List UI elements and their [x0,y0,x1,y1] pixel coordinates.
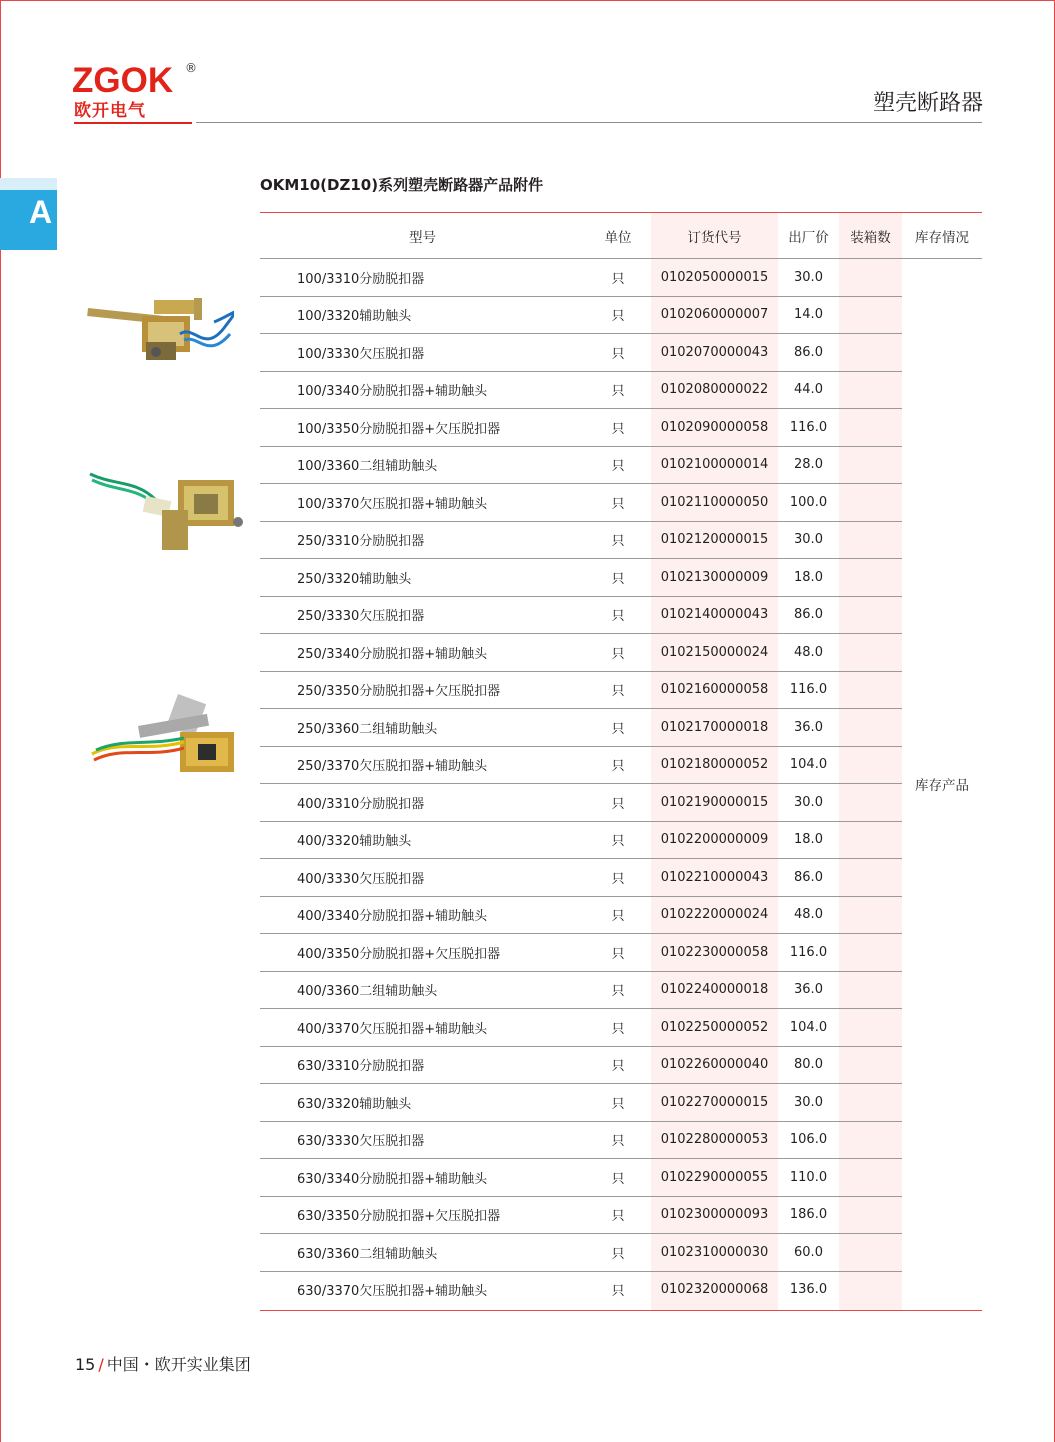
model-cell: 250/3310分励脱扣器 [260,521,585,559]
parts-table [260,213,982,1308]
packing-cell [839,371,902,409]
price-cell: 86.0 [778,596,839,634]
page-frame-top [0,0,1055,1]
table-bottom-rule [260,1310,982,1311]
column-header-model: 型号 [260,213,585,259]
unit-cell: 只 [585,409,651,447]
undervoltage-release-image [86,466,246,556]
table-row [260,1159,982,1197]
unit-cell: 只 [585,596,651,634]
packing-cell [839,1234,902,1272]
unit-cell: 只 [611,1284,625,1300]
price-cell: 18.0 [778,821,839,859]
price-cell: 186.0 [778,1196,839,1234]
table-row [260,484,982,522]
price-cell: 136.0 [789,1282,828,1298]
packing-cell [839,559,902,597]
order-code-cell: 0102220000024 [651,896,778,934]
model-cell: 100/3330欠压脱扣器 [260,334,585,372]
packing-cell [839,409,902,447]
order-code-cell: 0102140000043 [651,596,778,634]
model-cell: 400/3360二组辅助触头 [260,971,585,1009]
order-code-cell: 0102250000052 [651,1009,778,1047]
brand-name: ZGOK [72,61,174,100]
order-code-cell: 0102180000052 [651,746,778,784]
order-code-cell: 0102320000068 [660,1282,769,1298]
model-cell: 630/3310分励脱扣器 [260,1046,585,1084]
unit-cell: 只 [585,484,651,522]
table-row [260,671,982,709]
order-code-cell: 0102050000015 [651,259,778,297]
table-row [260,409,982,447]
brand-logo [72,61,197,124]
model-cell: 100/3350分励脱扣器+欠压脱扣器 [260,409,585,447]
model-cell: 630/3370欠压脱扣器+辅助触头 [297,1284,488,1300]
section-title: OKM10(DZ10)系列塑壳断路器产品附件 [260,176,544,194]
logo-underline [74,122,192,124]
model-cell: 400/3370欠压脱扣器+辅助触头 [260,1009,585,1047]
price-cell: 30.0 [778,259,839,297]
price-cell: 80.0 [778,1046,839,1084]
packing-cell [839,446,902,484]
packing-cell [839,1121,902,1159]
price-cell: 30.0 [778,1084,839,1122]
unit-cell: 只 [585,559,651,597]
model-cell: 400/3350分励脱扣器+欠压脱扣器 [260,934,585,972]
model-cell: 250/3370欠压脱扣器+辅助触头 [260,746,585,784]
footer-separator: / [98,1355,104,1374]
order-code-cell: 0102110000050 [651,484,778,522]
unit-cell: 只 [585,296,651,334]
unit-cell: 只 [585,334,651,372]
model-cell: 250/3320辅助触头 [260,559,585,597]
order-code-cell: 0102060000007 [651,296,778,334]
model-cell: 100/3360二组辅助触头 [260,446,585,484]
model-cell: 630/3360二组辅助触头 [260,1234,585,1272]
order-code-cell: 0102190000015 [651,784,778,822]
unit-cell: 只 [585,634,651,672]
packing-cell [839,259,902,297]
brand-name-cn: 欧开电气 [74,101,146,121]
price-cell: 36.0 [778,709,839,747]
model-cell: 100/3320辅助触头 [260,296,585,334]
model-cell: 630/3340分励脱扣器+辅助触头 [260,1159,585,1197]
packing-cell [839,334,902,372]
table-row [260,259,982,297]
model-cell: 630/3350分励脱扣器+欠压脱扣器 [260,1196,585,1234]
price-cell: 48.0 [778,634,839,672]
table-row [260,596,982,634]
model-cell: 250/3350分励脱扣器+欠压脱扣器 [260,671,585,709]
table-row [260,896,982,934]
unit-cell: 只 [585,934,651,972]
unit-cell: 只 [585,1234,651,1272]
price-cell: 116.0 [778,409,839,447]
price-cell: 86.0 [778,859,839,897]
column-header-stock: 库存情况 [902,213,982,259]
price-cell: 116.0 [778,671,839,709]
unit-cell: 只 [585,1046,651,1084]
table-row [260,859,982,897]
shunt-release-image [84,294,234,376]
table-row [260,371,982,409]
price-cell: 28.0 [778,446,839,484]
price-cell: 30.0 [778,521,839,559]
packing-cell [839,859,902,897]
order-code-cell: 0102200000009 [651,821,778,859]
column-header-packing: 装箱数 [839,213,902,259]
table-row [260,1084,982,1122]
unit-cell: 只 [585,1009,651,1047]
unit-cell: 只 [585,821,651,859]
table-row [260,1234,982,1272]
column-header-price: 出厂价 [778,213,839,259]
packing-cell [839,484,902,522]
order-code-cell: 0102240000018 [651,971,778,1009]
order-code-cell: 0102090000058 [651,409,778,447]
unit-cell: 只 [585,746,651,784]
packing-cell [839,784,902,822]
page-number: 15 [75,1355,96,1374]
table-row [260,521,982,559]
packing-cell [839,821,902,859]
table-row [260,1271,982,1308]
order-code-cell: 0102280000053 [651,1121,778,1159]
order-code-cell: 0102080000022 [651,371,778,409]
unit-cell: 只 [585,1084,651,1122]
price-cell: 104.0 [778,746,839,784]
model-cell: 100/3370欠压脱扣器+辅助触头 [260,484,585,522]
order-code-cell: 0102290000055 [651,1159,778,1197]
model-cell: 400/3310分励脱扣器 [260,784,585,822]
column-header-unit: 单位 [585,213,651,259]
packing-cell [839,1084,902,1122]
column-header-order-code: 订货代号 [651,213,778,259]
packing-cell [839,1271,902,1308]
packing-cell [839,1046,902,1084]
price-cell: 106.0 [778,1121,839,1159]
price-cell: 44.0 [778,371,839,409]
order-code-cell: 0102120000015 [651,521,778,559]
packing-cell [839,746,902,784]
table-row [260,709,982,747]
packing-cell [839,934,902,972]
price-cell: 14.0 [778,296,839,334]
order-code-cell: 0102310000030 [651,1234,778,1272]
price-cell: 86.0 [778,334,839,372]
price-cell: 110.0 [778,1159,839,1197]
unit-cell: 只 [585,784,651,822]
page-footer [75,1352,251,1375]
model-cell: 400/3340分励脱扣器+辅助触头 [260,896,585,934]
order-code-cell: 0102070000043 [651,334,778,372]
table-row [260,1196,982,1234]
table-row [260,821,982,859]
registered-mark: ® [185,61,197,75]
table-row [260,971,982,1009]
table-header-row [260,213,982,259]
page-header-title: 塑壳断路器 [872,91,983,116]
order-code-cell: 0102260000040 [651,1046,778,1084]
stock-status-cell: 库存产品 [915,777,969,794]
packing-cell [839,709,902,747]
packing-cell [839,1009,902,1047]
price-cell: 36.0 [778,971,839,1009]
order-code-cell: 0102270000015 [651,1084,778,1122]
model-cell: 400/3320辅助触头 [260,821,585,859]
order-code-cell: 0102160000058 [651,671,778,709]
unit-cell: 只 [585,859,651,897]
unit-cell: 只 [585,1196,651,1234]
auxiliary-contact-image [88,690,240,776]
price-cell: 18.0 [778,559,839,597]
table-row [260,1046,982,1084]
table-row [260,334,982,372]
model-cell: 250/3360二组辅助触头 [260,709,585,747]
unit-cell: 只 [585,709,651,747]
unit-cell: 只 [585,1159,651,1197]
order-code-cell: 0102100000014 [651,446,778,484]
price-cell: 100.0 [778,484,839,522]
order-code-cell: 0102210000043 [651,859,778,897]
model-cell: 100/3310分励脱扣器 [260,259,585,297]
unit-cell: 只 [585,446,651,484]
model-cell: 250/3340分励脱扣器+辅助触头 [260,634,585,672]
model-cell: 250/3330欠压脱扣器 [260,596,585,634]
unit-cell: 只 [585,1121,651,1159]
table-row [260,1121,982,1159]
unit-cell: 只 [585,371,651,409]
table-row [260,446,982,484]
table-row [260,634,982,672]
table-row [260,296,982,334]
packing-cell [839,971,902,1009]
price-cell: 116.0 [778,934,839,972]
table-row [260,934,982,972]
price-cell: 104.0 [778,1009,839,1047]
order-code-cell: 0102170000018 [651,709,778,747]
packing-cell [839,1196,902,1234]
section-tab-highlight [0,178,57,190]
model-cell: 100/3340分励脱扣器+辅助触头 [260,371,585,409]
packing-cell [839,521,902,559]
order-code-cell: 0102150000024 [651,634,778,672]
unit-cell: 只 [585,521,651,559]
footer-company: 中国・欧开实业集团 [106,1355,251,1374]
model-cell: 630/3330欠压脱扣器 [260,1121,585,1159]
packing-cell [839,596,902,634]
packing-cell [839,634,902,672]
model-cell: 400/3330欠压脱扣器 [260,859,585,897]
header-rule [196,122,982,123]
section-tab-letter: A [29,194,53,230]
order-code-cell: 0102230000058 [651,934,778,972]
price-cell: 30.0 [778,784,839,822]
table-row [260,784,982,822]
packing-cell [839,1159,902,1197]
price-cell: 60.0 [778,1234,839,1272]
order-code-cell: 0102130000009 [651,559,778,597]
unit-cell: 只 [585,896,651,934]
unit-cell: 只 [585,671,651,709]
packing-cell [839,671,902,709]
model-cell: 630/3320辅助触头 [260,1084,585,1122]
order-code-cell: 0102300000093 [651,1196,778,1234]
unit-cell: 只 [585,259,651,297]
packing-cell [839,896,902,934]
table-row [260,1009,982,1047]
packing-cell [839,296,902,334]
price-cell: 48.0 [778,896,839,934]
table-row [260,746,982,784]
table-row [260,559,982,597]
unit-cell: 只 [585,971,651,1009]
